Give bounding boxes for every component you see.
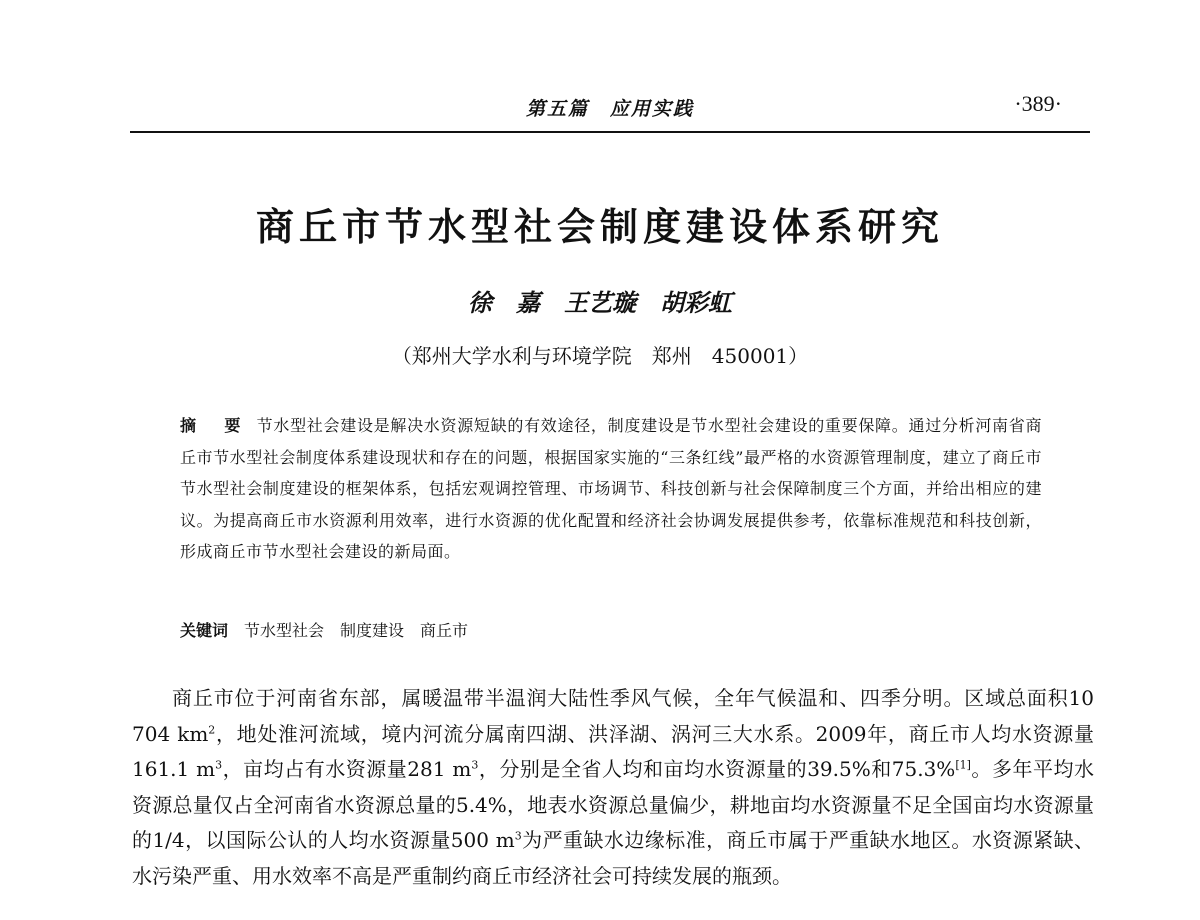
paper-title: 商丘市节水型社会制度建设体系研究 (255, 205, 944, 249)
body-text-part: ，亩均占有水资源量281 m (222, 757, 472, 781)
keywords-label: 关键词 (180, 621, 229, 640)
keywords-block (180, 617, 1042, 645)
keywords-items: 节水型社会 制度建设 商丘市 (244, 621, 469, 640)
abstract-block (180, 410, 1042, 568)
body-text-part: 。多年平均水资源总量仅占全河南省水资源总量的5.4%，地表水资源总量偏少，耕地亩均水资源量不足全国亩均水资源量的1/4，以国际公认的人均水资源量500 m (132, 757, 1095, 852)
volume-unit-superscript: 3 (471, 758, 479, 772)
abstract-text: 节水型社会建设是解决水资源短缺的有效途径，制度建设是节水型社会建设的重要保障。通过分析河南省商丘市节水型社会制度体系建设现状和存在的问题，根据国家实施的“三条红线”最严格的水资源管理制度，建立了商丘市节水型社会制度建设的框架体系，包括宏观调控管理、市场调节、科技创新与社会保障制度三个方面，并给出相应的建议。为提高商丘市水资源利用效率，进行水资源的优化配置和经济社会协调发展提供参考，依靠标准规范和科技创新，形成商丘市节水型社会建设的新局面。 (180, 416, 1042, 561)
header-section-title: 第五篇 应用实践 (525, 98, 694, 120)
running-header (130, 92, 1090, 132)
paper-affiliation: （郑州大学水利与环境学院 郑州 450001） (391, 344, 809, 368)
body-text-part: 商丘市位于河南省东部，属暖温带半温润大陆性季风气候，全年气候温和、四季分明。区域总面积10 704 km (132, 686, 1094, 746)
header-page-number: ·389· (1014, 91, 1062, 116)
body-text-part: ，分别是全省人均和亩均水资源量的39.5%和75.3% (478, 757, 956, 781)
area-unit-superscript: 2 (208, 722, 216, 736)
volume-unit-superscript: 3 (215, 758, 223, 772)
header-rule (130, 131, 1090, 133)
body-text-part: 为严重缺水边缘标准，商丘市属于严重缺水地区。水资源紧缺、水污染严重、用水效率不高是严重制约商丘市经济社会可持续发展的瓶颈。 (132, 828, 1095, 888)
abstract-label: 摘 要 (180, 416, 247, 435)
body-paragraph (132, 681, 1094, 894)
body-text-part: ，地处淮河流域，境内河流分属南四湖、洪泽湖、涡河三大水系。2009年，商丘市人均水资源量161.1 m (132, 721, 1094, 781)
volume-unit-superscript: 3 (514, 829, 522, 843)
reference-citation: [1] (955, 758, 971, 772)
paper-authors: 徐 嘉 王艺璇 胡彩虹 (468, 288, 732, 317)
